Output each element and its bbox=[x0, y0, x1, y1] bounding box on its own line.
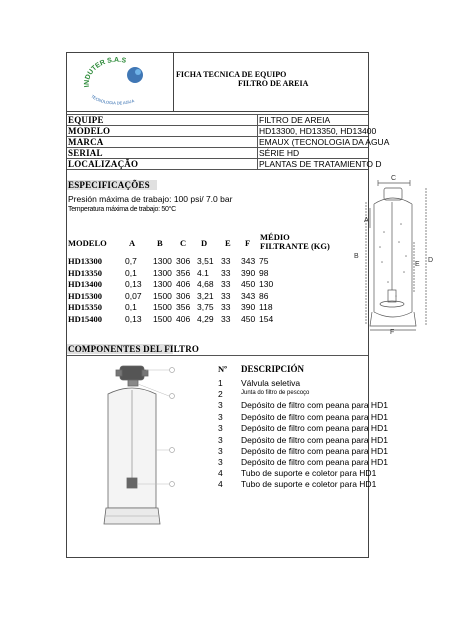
model-value-cell: 4,68 bbox=[197, 279, 214, 290]
col-header-filtrante: FILTRANTE (KG) bbox=[260, 241, 330, 251]
component-number: 4 bbox=[218, 468, 223, 478]
dim-label-b: B bbox=[354, 253, 359, 260]
model-value-cell: 98 bbox=[259, 267, 269, 278]
model-value-cell: 75 bbox=[259, 256, 269, 266]
model-value-cell: 86 bbox=[259, 290, 269, 301]
company-logo bbox=[67, 53, 173, 111]
model-value-cell: 0,13 bbox=[125, 314, 142, 324]
model-value-cell: 406 bbox=[176, 279, 191, 290]
model-value-cell: 4,29 bbox=[197, 314, 214, 324]
component-description: Depósito de filtro com peana para HD1 bbox=[241, 423, 388, 433]
dim-label-e: E bbox=[415, 261, 420, 268]
model-value-cell: 1500 bbox=[153, 314, 172, 324]
info-label: LOCALIZAÇÃO bbox=[68, 159, 139, 169]
model-name-cell: HD13400 bbox=[68, 279, 102, 290]
component-number: 2 bbox=[218, 389, 223, 399]
model-value-cell: 406 bbox=[176, 314, 191, 324]
model-value-cell: 1300 bbox=[153, 267, 172, 278]
model-value-cell: 1500 bbox=[153, 302, 172, 313]
component-number: 3 bbox=[218, 446, 223, 456]
model-value-cell: 1300 bbox=[153, 256, 172, 266]
component-number: 3 bbox=[218, 423, 223, 433]
logo-tagline: TECNOLOGIA DE AGUA bbox=[90, 93, 135, 106]
component-number: 3 bbox=[218, 400, 223, 410]
specs-temperature: Temperatura máxima de trabajo: 50°C bbox=[68, 206, 176, 213]
model-value-cell: 390 bbox=[241, 267, 256, 278]
specs-title: ESPECIFICAÇÕES bbox=[68, 180, 150, 190]
model-value-cell: 0,07 bbox=[125, 290, 142, 301]
component-number: 3 bbox=[218, 412, 223, 422]
col-header-medio: MÉDIO bbox=[260, 232, 290, 242]
model-value-cell: 390 bbox=[241, 302, 256, 313]
model-value-cell: 356 bbox=[176, 302, 191, 313]
doc-title: FICHA TECNICA DE EQUIPO bbox=[176, 70, 287, 79]
info-row-line bbox=[67, 169, 368, 170]
model-value-cell: 3,21 bbox=[197, 290, 214, 301]
components-line bbox=[67, 355, 368, 356]
info-value: HD13300, HD13350, HD13400 bbox=[259, 126, 377, 136]
model-value-cell: 3,75 bbox=[197, 302, 214, 313]
component-number: 3 bbox=[218, 435, 223, 445]
component-description: Junta do filtro de pescoço bbox=[241, 390, 310, 396]
model-name-cell: HD13300 bbox=[68, 256, 102, 266]
svg-text:TECNOLOGIA DE AGUA bbox=[90, 94, 135, 106]
dim-label-a: A bbox=[364, 217, 369, 224]
model-value-cell: 306 bbox=[176, 290, 191, 301]
model-name-cell: HD13350 bbox=[68, 267, 102, 278]
model-value-cell: 33 bbox=[221, 290, 231, 301]
model-name-cell: HD15350 bbox=[68, 302, 102, 313]
filter-components-illustration bbox=[90, 360, 185, 540]
model-value-cell: 3,51 bbox=[197, 256, 214, 266]
specs-pressure: Presión máxima de trabajo: 100 psi/ 7.0 bar bbox=[68, 194, 233, 204]
col-desc-header: DESCRIPCIÓN bbox=[241, 364, 305, 374]
info-value: FILTRO DE AREIA bbox=[259, 115, 331, 125]
component-description: Depósito de filtro com peana para HD1 bbox=[241, 400, 388, 410]
col-header-dim: B bbox=[157, 238, 163, 248]
component-number: 3 bbox=[218, 457, 223, 467]
svg-text:INDUTER S.A.S bbox=[84, 57, 127, 88]
model-value-cell: 130 bbox=[259, 279, 274, 290]
model-value-cell: 4.1 bbox=[197, 267, 209, 278]
info-divider bbox=[257, 114, 258, 169]
dim-label-c: C bbox=[391, 175, 397, 182]
col-header-dim: C bbox=[180, 238, 187, 248]
info-value: PLANTAS DE TRATAMIENTO D bbox=[259, 159, 382, 169]
model-value-cell: 1300 bbox=[153, 279, 172, 290]
info-label: MARCA bbox=[68, 137, 104, 147]
col-header-modelo: MODELO bbox=[68, 238, 107, 248]
model-value-cell: 0,1 bbox=[125, 267, 137, 278]
info-value: SÉRIE HD bbox=[259, 148, 300, 158]
model-value-cell: 343 bbox=[241, 290, 256, 301]
component-description: Válvula seletiva bbox=[241, 378, 301, 388]
model-value-cell: 450 bbox=[241, 314, 256, 324]
model-value-cell: 33 bbox=[221, 314, 231, 324]
dim-label-d: D bbox=[428, 257, 434, 264]
info-label: SERIAL bbox=[68, 148, 103, 158]
model-name-cell: HD15300 bbox=[68, 290, 102, 301]
dim-label-f: F bbox=[390, 329, 395, 336]
component-number: 1 bbox=[218, 378, 223, 388]
model-value-cell: 33 bbox=[221, 302, 231, 313]
component-description: Depósito de filtro com peana para HD1 bbox=[241, 457, 388, 467]
model-value-cell: 356 bbox=[176, 267, 191, 278]
logo-text: INDUTER S.A.S bbox=[83, 56, 127, 88]
model-value-cell: 343 bbox=[241, 256, 256, 266]
model-value-cell: 33 bbox=[221, 267, 231, 278]
info-value: EMAUX (TECNOLOGIA DA AGUA bbox=[259, 137, 390, 147]
model-value-cell: 33 bbox=[221, 256, 231, 266]
component-description: Tubo de suporte e coletor para HD1 bbox=[241, 479, 377, 489]
model-value-cell: 33 bbox=[221, 279, 231, 290]
model-value-cell: 450 bbox=[241, 279, 256, 290]
component-description: Depósito de filtro com peana para HD1 bbox=[241, 435, 388, 445]
component-description: Depósito de filtro com peana para HD1 bbox=[241, 412, 388, 422]
col-header-dim: F bbox=[245, 238, 251, 248]
model-value-cell: 306 bbox=[176, 256, 191, 266]
model-value-cell: 1500 bbox=[153, 290, 172, 301]
components-title: COMPONENTES DEL FILTRO bbox=[68, 344, 200, 354]
doc-subtitle: FILTRO DE AREIA bbox=[238, 79, 309, 88]
model-name-cell: HD15400 bbox=[68, 314, 102, 324]
col-header-dim: D bbox=[201, 238, 208, 248]
component-description: Depósito de filtro com peana para HD1 bbox=[241, 446, 388, 456]
info-label: EQUIPE bbox=[68, 115, 104, 125]
info-label: MODELO bbox=[68, 126, 111, 136]
col-header-dim: A bbox=[129, 238, 136, 248]
col-no-header: Nº bbox=[218, 364, 227, 374]
component-number: 4 bbox=[218, 479, 223, 489]
logo-cell bbox=[67, 53, 174, 111]
model-value-cell: 0,1 bbox=[125, 302, 137, 313]
col-header-dim: E bbox=[225, 238, 231, 248]
component-description: Tubo de suporte e coletor para HD1 bbox=[241, 468, 377, 478]
model-value-cell: 118 bbox=[259, 302, 273, 313]
model-value-cell: 154 bbox=[259, 314, 274, 324]
model-value-cell: 0,13 bbox=[125, 279, 142, 290]
filter-dimensions-drawing bbox=[344, 172, 440, 334]
model-value-cell: 0,7 bbox=[125, 256, 137, 266]
